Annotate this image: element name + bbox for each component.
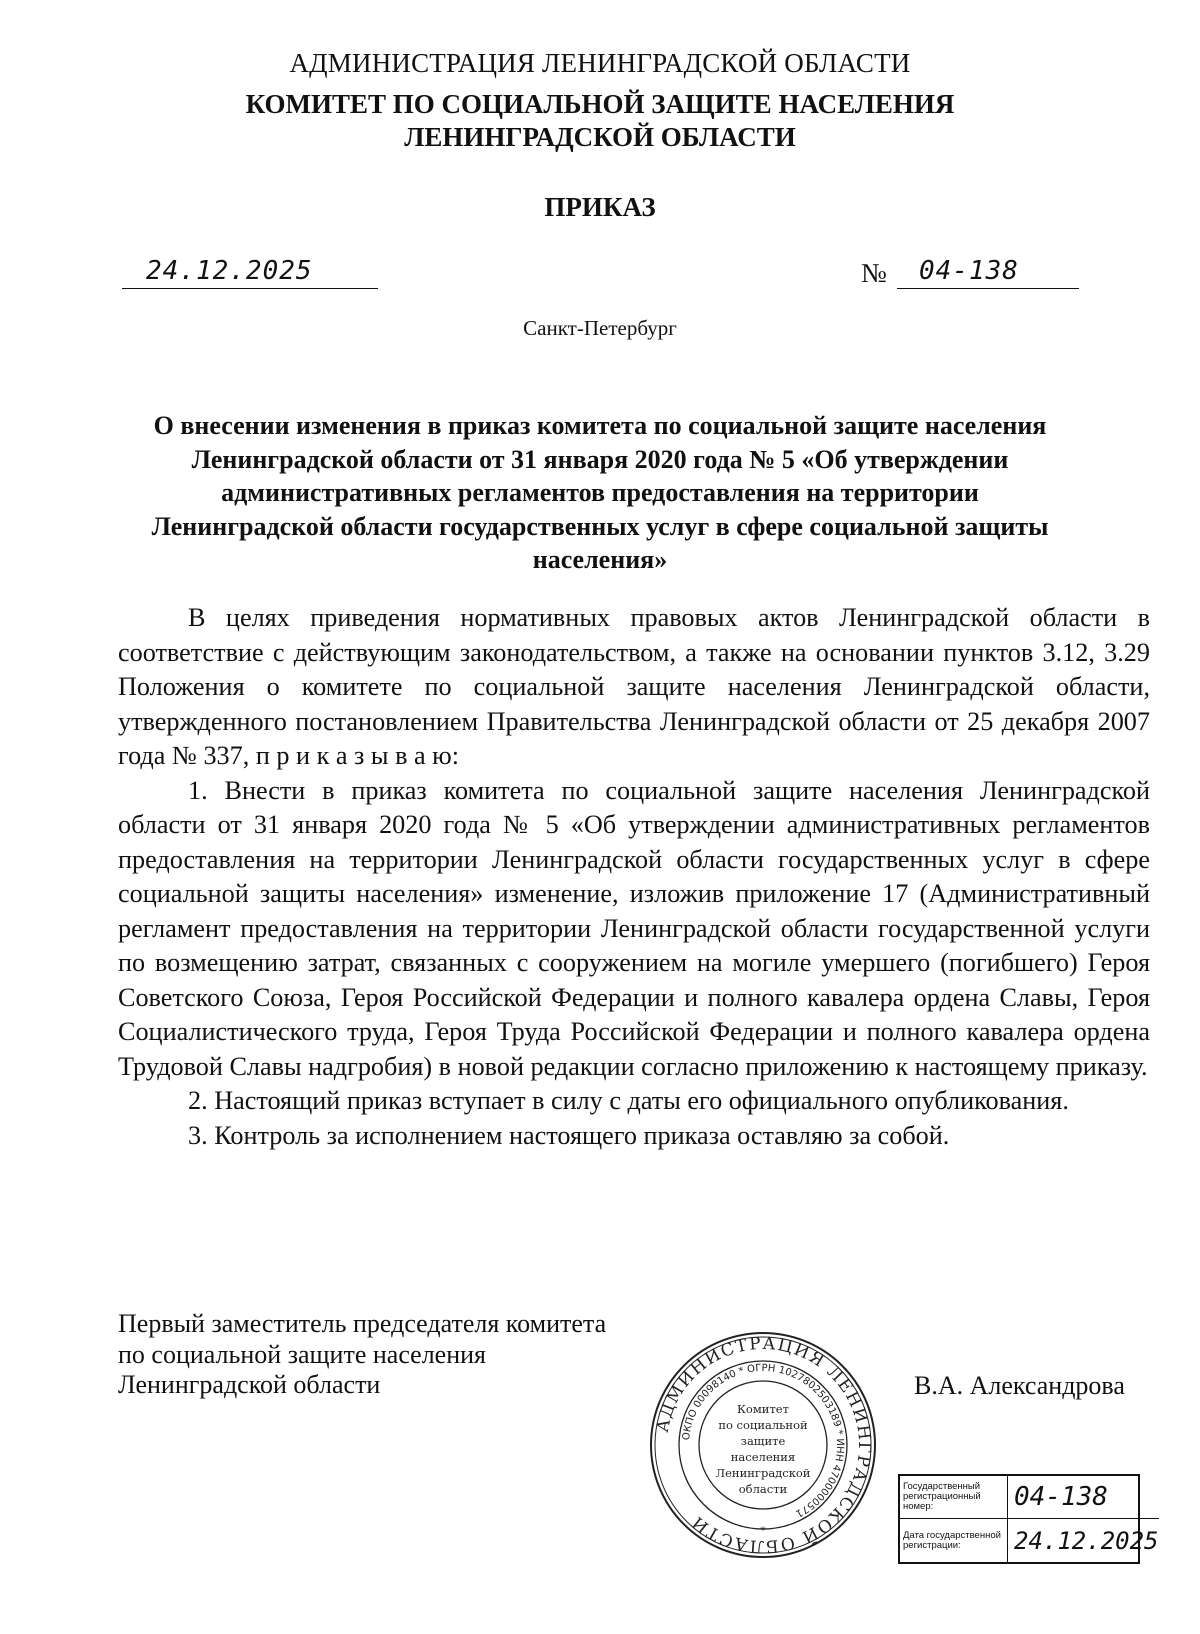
document-type: ПРИКАЗ: [544, 192, 656, 222]
order-title: [120, 409, 1080, 577]
number-field: [897, 258, 1079, 289]
number-label: №: [861, 258, 887, 288]
administration-header: АДМИНИСТРАЦИЯ ЛЕНИНГРАДСКОЙ ОБЛАСТИ: [289, 48, 911, 78]
date-field: [122, 258, 378, 289]
item-1-paragraph: 1. Внести в приказ комитета по социальной защите населения Ленинградской области от 31 января 2020 года № 5 «Об утверждении административных регламентов предоставления на территории Ленинградской области государственных услуг в сфере социальной защиты населения» изменение, изложив приложение 17 (Административный регламент предоставления на территории Ленинградской области государственной услуги по возмещению затрат, связанных с сооружением на могиле умершего (погибшего) Героя Советского Союза, Героя Российской Федерации и полного кавалера ордена Славы, Героя Социалистического труда, Героя Труда Российской Федерации и полного кавалера ордена Трудовой Славы надгробия) в новой редакции согласно приложению к настоящему приказу.: [118, 775, 1150, 1081]
position-line2: по социальной защите населения: [118, 1339, 487, 1369]
item-2-paragraph: 2. Настоящий приказ вступает в силу с даты его официального опубликования.: [188, 1086, 1069, 1115]
seal-star-icon: *: [760, 1523, 766, 1537]
item-3-paragraph: 3. Контроль за исполнением настоящего приказа оставляю за собой.: [188, 1120, 950, 1150]
committee-header: [0, 88, 1200, 154]
position-line1: Первый заместитель председателя комитета: [118, 1309, 607, 1338]
signatory-position: [118, 1309, 606, 1401]
city: Санкт-Петербург: [523, 316, 677, 340]
seal-center-line: населения: [730, 1450, 796, 1464]
preamble-paragraph: В целях приведения нормативных правовых актов Ленинградской области в соответствие с действующим законодательством, а также на основании пунктов 3.12, 3.29 Положения о комитете по социальной защите населения Ленинградской области, утвержденного постановлением Правительства Ленинградской области от 25 декабря 2007 года № 337, п р и к а з ы в а ю:: [118, 603, 1150, 770]
registration-stamp: [898, 1474, 1159, 1564]
title-line: населения»: [532, 545, 668, 574]
seal-center-line: области: [738, 1482, 788, 1496]
registration-number-label: Государственный регистрационный номер:: [900, 1476, 1008, 1519]
position-line3: Ленинградской области: [118, 1370, 381, 1399]
title-line: Ленинградской области от 31 января 2020 года № 5 «Об утверждении: [191, 444, 1009, 474]
committee-header-line1: КОМИТЕТ ПО СОЦИАЛЬНОЙ ЗАЩИТЕ НАСЕЛЕНИЯ: [245, 89, 955, 119]
seal-center-line: по социальной: [718, 1418, 808, 1432]
title-line: административных регламентов предоставления на территории: [221, 478, 979, 507]
handwritten-date: 24.12.2025: [146, 256, 313, 286]
seal-center-line: защите: [740, 1434, 786, 1448]
seal-center-line: Ленинградской: [715, 1466, 811, 1480]
official-seal: [648, 1330, 878, 1560]
seal-center-line: Комитет: [737, 1402, 789, 1416]
committee-header-line2: ЛЕНИНГРАДСКОЙ ОБЛАСТИ: [404, 122, 796, 152]
title-line: О внесении изменения в приказ комитета по социальной защите населения: [153, 411, 1047, 440]
signatory-name: В.А. Александрова: [914, 1371, 1125, 1400]
registration-number-value: 04-138: [1008, 1476, 1159, 1519]
seal-ring-text: ОКПО 00098140 * ОГРН 1027802503189 * ИНН 4700000571: [681, 1362, 846, 1519]
registration-date-value: 24.12.2025: [1014, 1526, 1159, 1555]
registration-date-label: Дата государственной регистрации:: [900, 1519, 1008, 1562]
handwritten-number: 04-138: [919, 256, 1019, 286]
seal-outer-text: АДМИНИСТРАЦИЯ ЛЕНИНГРАДСКОЙ ОБЛАСТИ: [652, 1333, 875, 1557]
order-body: [118, 601, 1150, 1153]
title-line: Ленинградской области государственных услуг в сфере социальной защиты: [151, 511, 1049, 541]
